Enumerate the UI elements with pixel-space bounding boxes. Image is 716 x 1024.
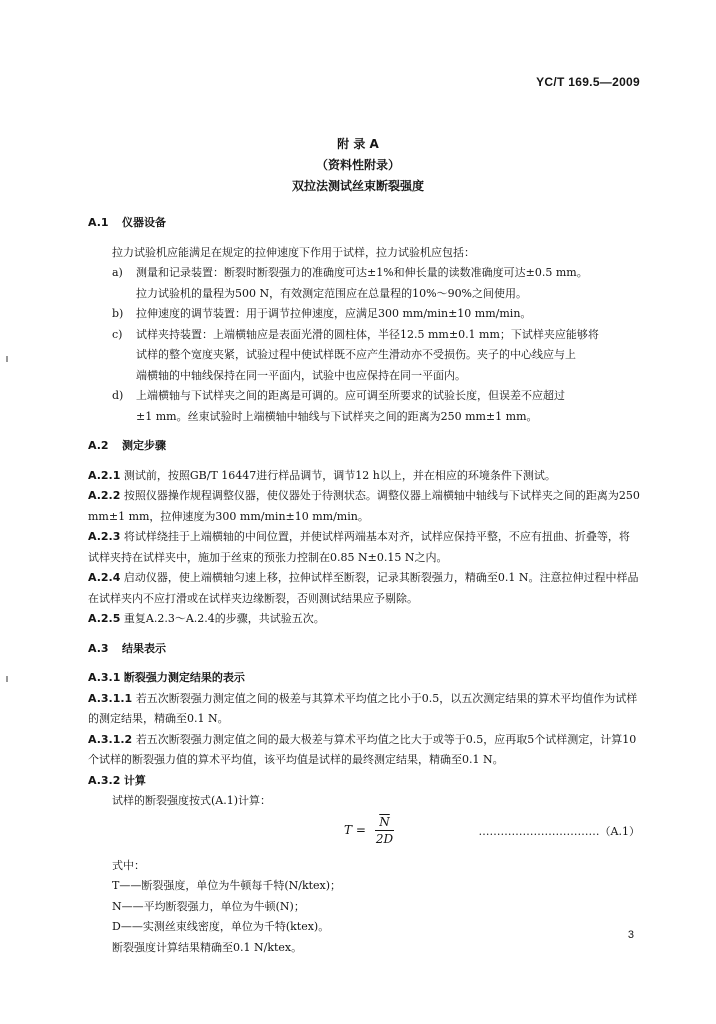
paragraph: 断裂强度计算结果精确至0.1 N/ktex。 — [112, 940, 303, 954]
step-text: 按照仪器操作规程调整仪器，使仪器处于待测状态。调整仪器上端横轴中轴线与下试样夹之间的距离为250 mm±1 mm，拉伸速度为300 mm/min±10 mm/min。 — [88, 489, 640, 523]
list-item — [88, 325, 640, 387]
annex-label: 附 录 A — [337, 137, 379, 151]
standard-code: YC/T 169.5—2009 — [536, 75, 640, 89]
section-heading-a3 — [88, 639, 640, 660]
document-body — [88, 213, 640, 958]
step-paragraph — [88, 568, 640, 609]
equation-number: ……………………………（A.1） — [478, 824, 640, 838]
section-title: 测定步骤 — [122, 439, 166, 452]
step-text: 若五次断裂强力测定值之间的极差与其算术平均值之比小于0.5，以五次测定结果的算术平均值作为试样的测定结果，精确至0.1 N。 — [88, 691, 638, 725]
subsection-heading — [88, 668, 640, 689]
scan-mark — [6, 676, 8, 682]
step-number: A.2.4 — [88, 571, 121, 584]
section-title: 结果表示 — [122, 641, 166, 655]
step-text: 重复A.2.3～A.2.4的步骤，共试验五次。 — [123, 612, 325, 625]
section-number: A.3 — [88, 641, 109, 655]
annex-name: 双拉法测试丝束断裂强度 — [291, 179, 424, 193]
step-paragraph — [88, 527, 640, 568]
list-item — [88, 304, 640, 325]
list-item — [88, 263, 640, 304]
section-number: A.2 — [88, 439, 109, 452]
definition-line: N——平均断裂强力，单位为牛顿(N)； — [112, 899, 305, 913]
subsection-heading — [88, 771, 640, 792]
step-paragraph — [88, 466, 640, 487]
formula — [344, 814, 397, 847]
step-text: 启动仪器，使上端横轴匀速上移，拉伸试样至断裂，记录其断裂强力，精确至0.1 N。注意拉伸过程中样品在试样夹内不应打滑或在试样夹边缘断裂，否则测试结果应予剔除。 — [88, 571, 639, 605]
annex-nature: （资料性附录） — [315, 158, 400, 172]
step-number: A.3.1.2 — [88, 732, 133, 746]
item-label: c) — [112, 327, 123, 341]
scan-mark — [6, 356, 8, 362]
item-line: 拉力试验机的量程为500 N，有效测定范围应在总量程的10%～90%之间使用。 — [136, 286, 528, 300]
item-line: 测量和记录装置：断裂时断裂强力的准确度可达±1%和伸长量的读数准确度可达±0.5 mm。 — [136, 266, 588, 279]
item-label: d) — [112, 389, 124, 402]
step-paragraph — [88, 689, 640, 730]
step-number: A.2.5 — [88, 612, 121, 625]
step-paragraph — [88, 730, 640, 771]
step-paragraph — [88, 609, 640, 630]
where-label: 式中： — [112, 858, 145, 872]
subsection-title: 计算 — [123, 773, 146, 787]
subsection-number: A.3.2 — [88, 773, 121, 787]
step-number: A.2.2 — [88, 489, 121, 502]
annex-title-block — [0, 134, 716, 197]
item-line: 试样夹持装置：上端横轴应是表面光滑的圆柱体，半径12.5 mm±0.1 mm；下试样夹应能够将 — [136, 327, 599, 341]
section-heading-a2 — [88, 436, 640, 457]
page-number: 3 — [627, 929, 634, 941]
step-text: 将试样绕挂于上端横轴的中间位置，并使试样两端基本对齐，试样应保持平整，不应有扭曲、折叠等，将试样夹持在试样夹中，施加于丝束的预张力控制在0.85 N±0.15 N之内。 — [88, 530, 630, 564]
formula-lhs: T = — [344, 822, 366, 837]
section-title: 仪器设备 — [122, 216, 166, 229]
subsection-title: 断裂强力测定结果的表示 — [123, 671, 245, 684]
formula-fraction — [372, 814, 397, 847]
definition-line: T——断裂强度，单位为牛顿每千特(N/ktex)； — [112, 879, 342, 892]
item-line: 拉伸速度的调节装置：用于调节拉伸速度，应满足300 mm/min±10 mm/min。 — [136, 307, 532, 320]
item-line: ±1 mm。丝束试验时上端横轴中轴线与下试样夹之间的距离为250 mm±1 mm。 — [136, 409, 538, 423]
step-paragraph — [88, 486, 640, 527]
paragraph: 拉力试验机应能满足在规定的拉伸速度下作用于试样，拉力试验机应包括： — [112, 245, 475, 259]
item-line: 上端横轴与下试样夹之间的距离是可调的。应可调至所要求的试验长度，但误差不应超过 — [136, 389, 565, 402]
definition-line: D——实测丝束线密度，单位为千特(ktex)。 — [112, 920, 330, 933]
formula-row — [88, 812, 640, 856]
list-item — [88, 386, 640, 427]
formula-denominator: 2D — [375, 831, 394, 846]
item-line: 端横轴的中轴线保持在同一平面内，试验中也应保持在同一平面内。 — [136, 368, 466, 382]
section-number: A.1 — [88, 216, 109, 229]
step-number: A.2.3 — [88, 530, 121, 543]
subsection-number: A.3.1 — [88, 671, 121, 684]
formula-numerator: $\overline{N}$ — [375, 814, 394, 831]
step-number: A.3.1.1 — [88, 691, 133, 705]
item-line: 试样的整个宽度夹紧，试验过程中使试样既不应产生滑动亦不受损伤。夹子的中心线应与上 — [136, 348, 576, 361]
item-label: a) — [112, 266, 123, 279]
step-text: 测试前，按照GB/T 16447进行样品调节，调节12 h以上，并在相应的环境条件下测试。 — [123, 468, 556, 482]
step-number: A.2.1 — [88, 468, 121, 482]
section-heading-a1 — [88, 213, 640, 234]
item-label: b) — [112, 307, 124, 320]
step-text: 若五次断裂强力测定值之间的最大极差与算术平均值之比大于或等于0.5，应再取5个试样测定，计算10个试样的断裂强力值的算术平均值，该平均值是试样的最终测定结果，精确至0.1 N。 — [88, 732, 637, 766]
paragraph: 试样的断裂强度按式(A.1)计算： — [112, 794, 272, 807]
